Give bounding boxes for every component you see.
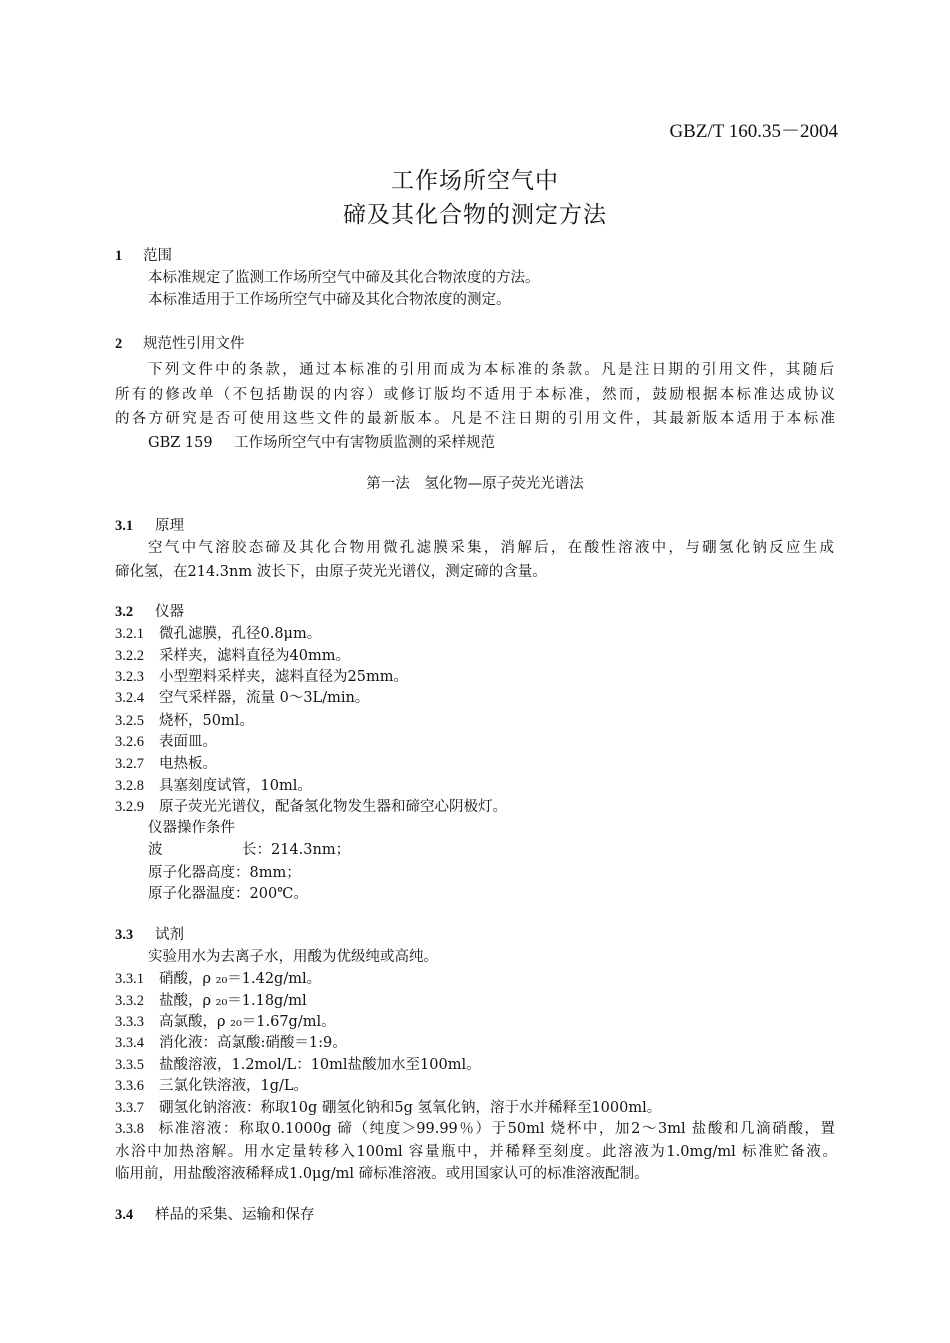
list-item bbox=[115, 991, 307, 1011]
section-number: 2 bbox=[115, 336, 123, 352]
item-text: 消化液：高氯酸:硝酸＝1:9。 bbox=[159, 1035, 347, 1051]
list-item bbox=[115, 1033, 347, 1053]
item-number: 3.3.1 bbox=[115, 971, 144, 987]
item-text: 电热板。 bbox=[159, 756, 217, 772]
section-1-para-2: 本标准适用于工作场所空气中碲及其化合物浓度的测定。 bbox=[148, 292, 511, 308]
item-number: 3.2.4 bbox=[115, 690, 144, 706]
item-number: 3.2.5 bbox=[115, 713, 144, 729]
item-number: 3.3.2 bbox=[115, 993, 144, 1009]
section-2-para-line-3: 的各方研究是否可使用这些文件的最新版本。凡是不注日期的引用文件，其最新版本适用于本标准 bbox=[115, 411, 835, 427]
section-3-1-heading bbox=[115, 516, 184, 536]
reference-code: GBZ 159 bbox=[148, 435, 213, 451]
section-3-4-heading bbox=[115, 1205, 315, 1225]
item-text: 三氯化铁溶液，1g/L。 bbox=[159, 1078, 309, 1094]
section-3-1-para-line-1: 空气中气溶胶态碲及其化合物用微孔滤膜采集，消解后，在酸性溶液中，与硼氢化钠反应生成 bbox=[148, 540, 834, 556]
section-number: 3.4 bbox=[115, 1207, 134, 1223]
section-2-heading bbox=[115, 334, 245, 354]
title-line-2: 碲及其化合物的测定方法 bbox=[343, 202, 607, 228]
instrument-conditions-title: 仪器操作条件 bbox=[148, 820, 235, 836]
list-item bbox=[115, 732, 217, 752]
item-text: 空气采样器，流量 0～3L/min。 bbox=[159, 690, 370, 706]
item-number: 3.3.7 bbox=[115, 1100, 144, 1116]
list-item bbox=[115, 667, 408, 687]
list-item bbox=[115, 1055, 481, 1075]
section-heading-text: 范围 bbox=[143, 248, 172, 264]
list-item bbox=[115, 646, 350, 666]
item-text: 高氯酸，ρ ₂₀＝1.67g/ml。 bbox=[159, 1014, 336, 1030]
item-number: 3.2.3 bbox=[115, 669, 144, 685]
condition-atomizer-temperature: 原子化器温度：200℃。 bbox=[148, 886, 308, 902]
section-1-heading bbox=[115, 246, 172, 266]
condition-label-part: 波 bbox=[148, 842, 163, 858]
list-item-3-3-8-line-2: 水浴中加热溶解。用水定量转移入100ml 容量瓶中，并稀释至刻度。此溶液为1.0mg/ml 标准贮备液。 bbox=[115, 1144, 837, 1160]
list-item bbox=[115, 969, 321, 989]
section-number: 3.1 bbox=[115, 518, 134, 534]
item-number: 3.2.2 bbox=[115, 648, 144, 664]
section-3-3-intro: 实验用水为去离子水，用酸为优级纯或高纯。 bbox=[148, 949, 438, 965]
list-item bbox=[115, 1098, 661, 1118]
item-text: 烧杯，50ml。 bbox=[159, 713, 254, 729]
item-number: 3.2.8 bbox=[115, 778, 144, 794]
list-item-3-3-8-line-3: 临用前，用盐酸溶液稀释成1.0μg/ml 碲标准溶液。或用国家认可的标准溶液配制。 bbox=[115, 1166, 649, 1182]
method-heading: 第一法 氢化物—原子荧光光谱法 bbox=[366, 476, 584, 492]
condition-wavelength bbox=[148, 840, 350, 860]
list-item bbox=[115, 624, 321, 644]
section-1-para-1: 本标准规定了监测工作场所空气中碲及其化合物浓度的方法。 bbox=[148, 270, 540, 286]
item-number: 3.2.7 bbox=[115, 756, 144, 772]
section-2-para-line-1: 下列文件中的条款，通过本标准的引用而成为本标准的条款。凡是注日期的引用文件，其随后 bbox=[148, 362, 834, 378]
section-number: 1 bbox=[115, 248, 123, 264]
item-text: 微孔滤膜，孔径0.8μm。 bbox=[159, 626, 322, 642]
reference-title: 工作场所空气中有害物质监测的采样规范 bbox=[234, 435, 495, 451]
section-3-2-heading bbox=[115, 602, 184, 622]
item-text: 采样夹，滤料直径为40mm。 bbox=[159, 648, 350, 664]
section-heading-text: 原理 bbox=[155, 518, 184, 534]
list-item bbox=[115, 1012, 336, 1032]
section-3-3-heading bbox=[115, 925, 184, 945]
item-text: 具塞刻度试管，10ml。 bbox=[159, 778, 312, 794]
condition-value: 长：214.3nm； bbox=[242, 842, 351, 858]
item-text: 表面皿。 bbox=[159, 734, 217, 750]
standard-code: GBZ/T 160.35－2004 bbox=[669, 121, 838, 142]
item-text: 标准溶液：称取0.1000g 碲（纯度＞99.99％）于50ml 烧杯中，加2～3ml 盐酸和几滴硝酸，置 bbox=[157, 1121, 835, 1137]
item-text: 硝酸，ρ ₂₀＝1.42g/ml。 bbox=[159, 971, 322, 987]
section-heading-text: 仪器 bbox=[155, 604, 184, 620]
section-number: 3.2 bbox=[115, 604, 134, 620]
list-item bbox=[115, 797, 507, 817]
list-item bbox=[115, 688, 369, 708]
section-heading-text: 试剂 bbox=[155, 927, 184, 943]
title-line-1: 工作场所空气中 bbox=[391, 168, 559, 194]
section-heading-text: 规范性引用文件 bbox=[143, 336, 245, 352]
item-number: 3.3.8 bbox=[115, 1121, 144, 1137]
item-text: 盐酸，ρ ₂₀＝1.18g/ml bbox=[159, 993, 307, 1009]
item-text: 盐酸溶液，1.2mol/L：10ml盐酸加水至100ml。 bbox=[159, 1057, 481, 1073]
list-item bbox=[115, 1076, 308, 1096]
item-text: 小型塑料采样夹，滤料直径为25mm。 bbox=[159, 669, 408, 685]
item-text: 原子荧光光谱仪，配备氢化物发生器和碲空心阴极灯。 bbox=[159, 799, 507, 815]
list-item bbox=[115, 776, 312, 796]
item-number: 3.3.4 bbox=[115, 1035, 144, 1051]
item-number: 3.2.6 bbox=[115, 734, 144, 750]
reference-item bbox=[148, 433, 495, 453]
section-2-para-line-2: 所有的修改单（不包括勘误的内容）或修订版均不适用于本标准，然而，鼓励根据本标准达成协议 bbox=[115, 387, 835, 403]
list-item bbox=[115, 754, 217, 774]
item-number: 3.2.9 bbox=[115, 799, 144, 815]
item-number: 3.3.5 bbox=[115, 1057, 144, 1073]
section-number: 3.3 bbox=[115, 927, 134, 943]
list-item-3-3-8-line-1 bbox=[115, 1119, 835, 1139]
item-number: 3.3.6 bbox=[115, 1078, 144, 1094]
section-3-1-para-line-2: 碲化氢，在214.3nm 波长下，由原子荧光光谱仪，测定碲的含量。 bbox=[115, 564, 547, 580]
condition-atomizer-height: 原子化器高度：8mm； bbox=[148, 865, 301, 881]
list-item bbox=[115, 711, 254, 731]
item-text: 硼氢化钠溶液：称取10g 硼氢化钠和5g 氢氧化钠，溶于水并稀释至1000ml。 bbox=[159, 1100, 662, 1116]
section-heading-text: 样品的采集、运输和保存 bbox=[155, 1207, 315, 1223]
item-number: 3.3.3 bbox=[115, 1014, 144, 1030]
item-number: 3.2.1 bbox=[115, 626, 144, 642]
